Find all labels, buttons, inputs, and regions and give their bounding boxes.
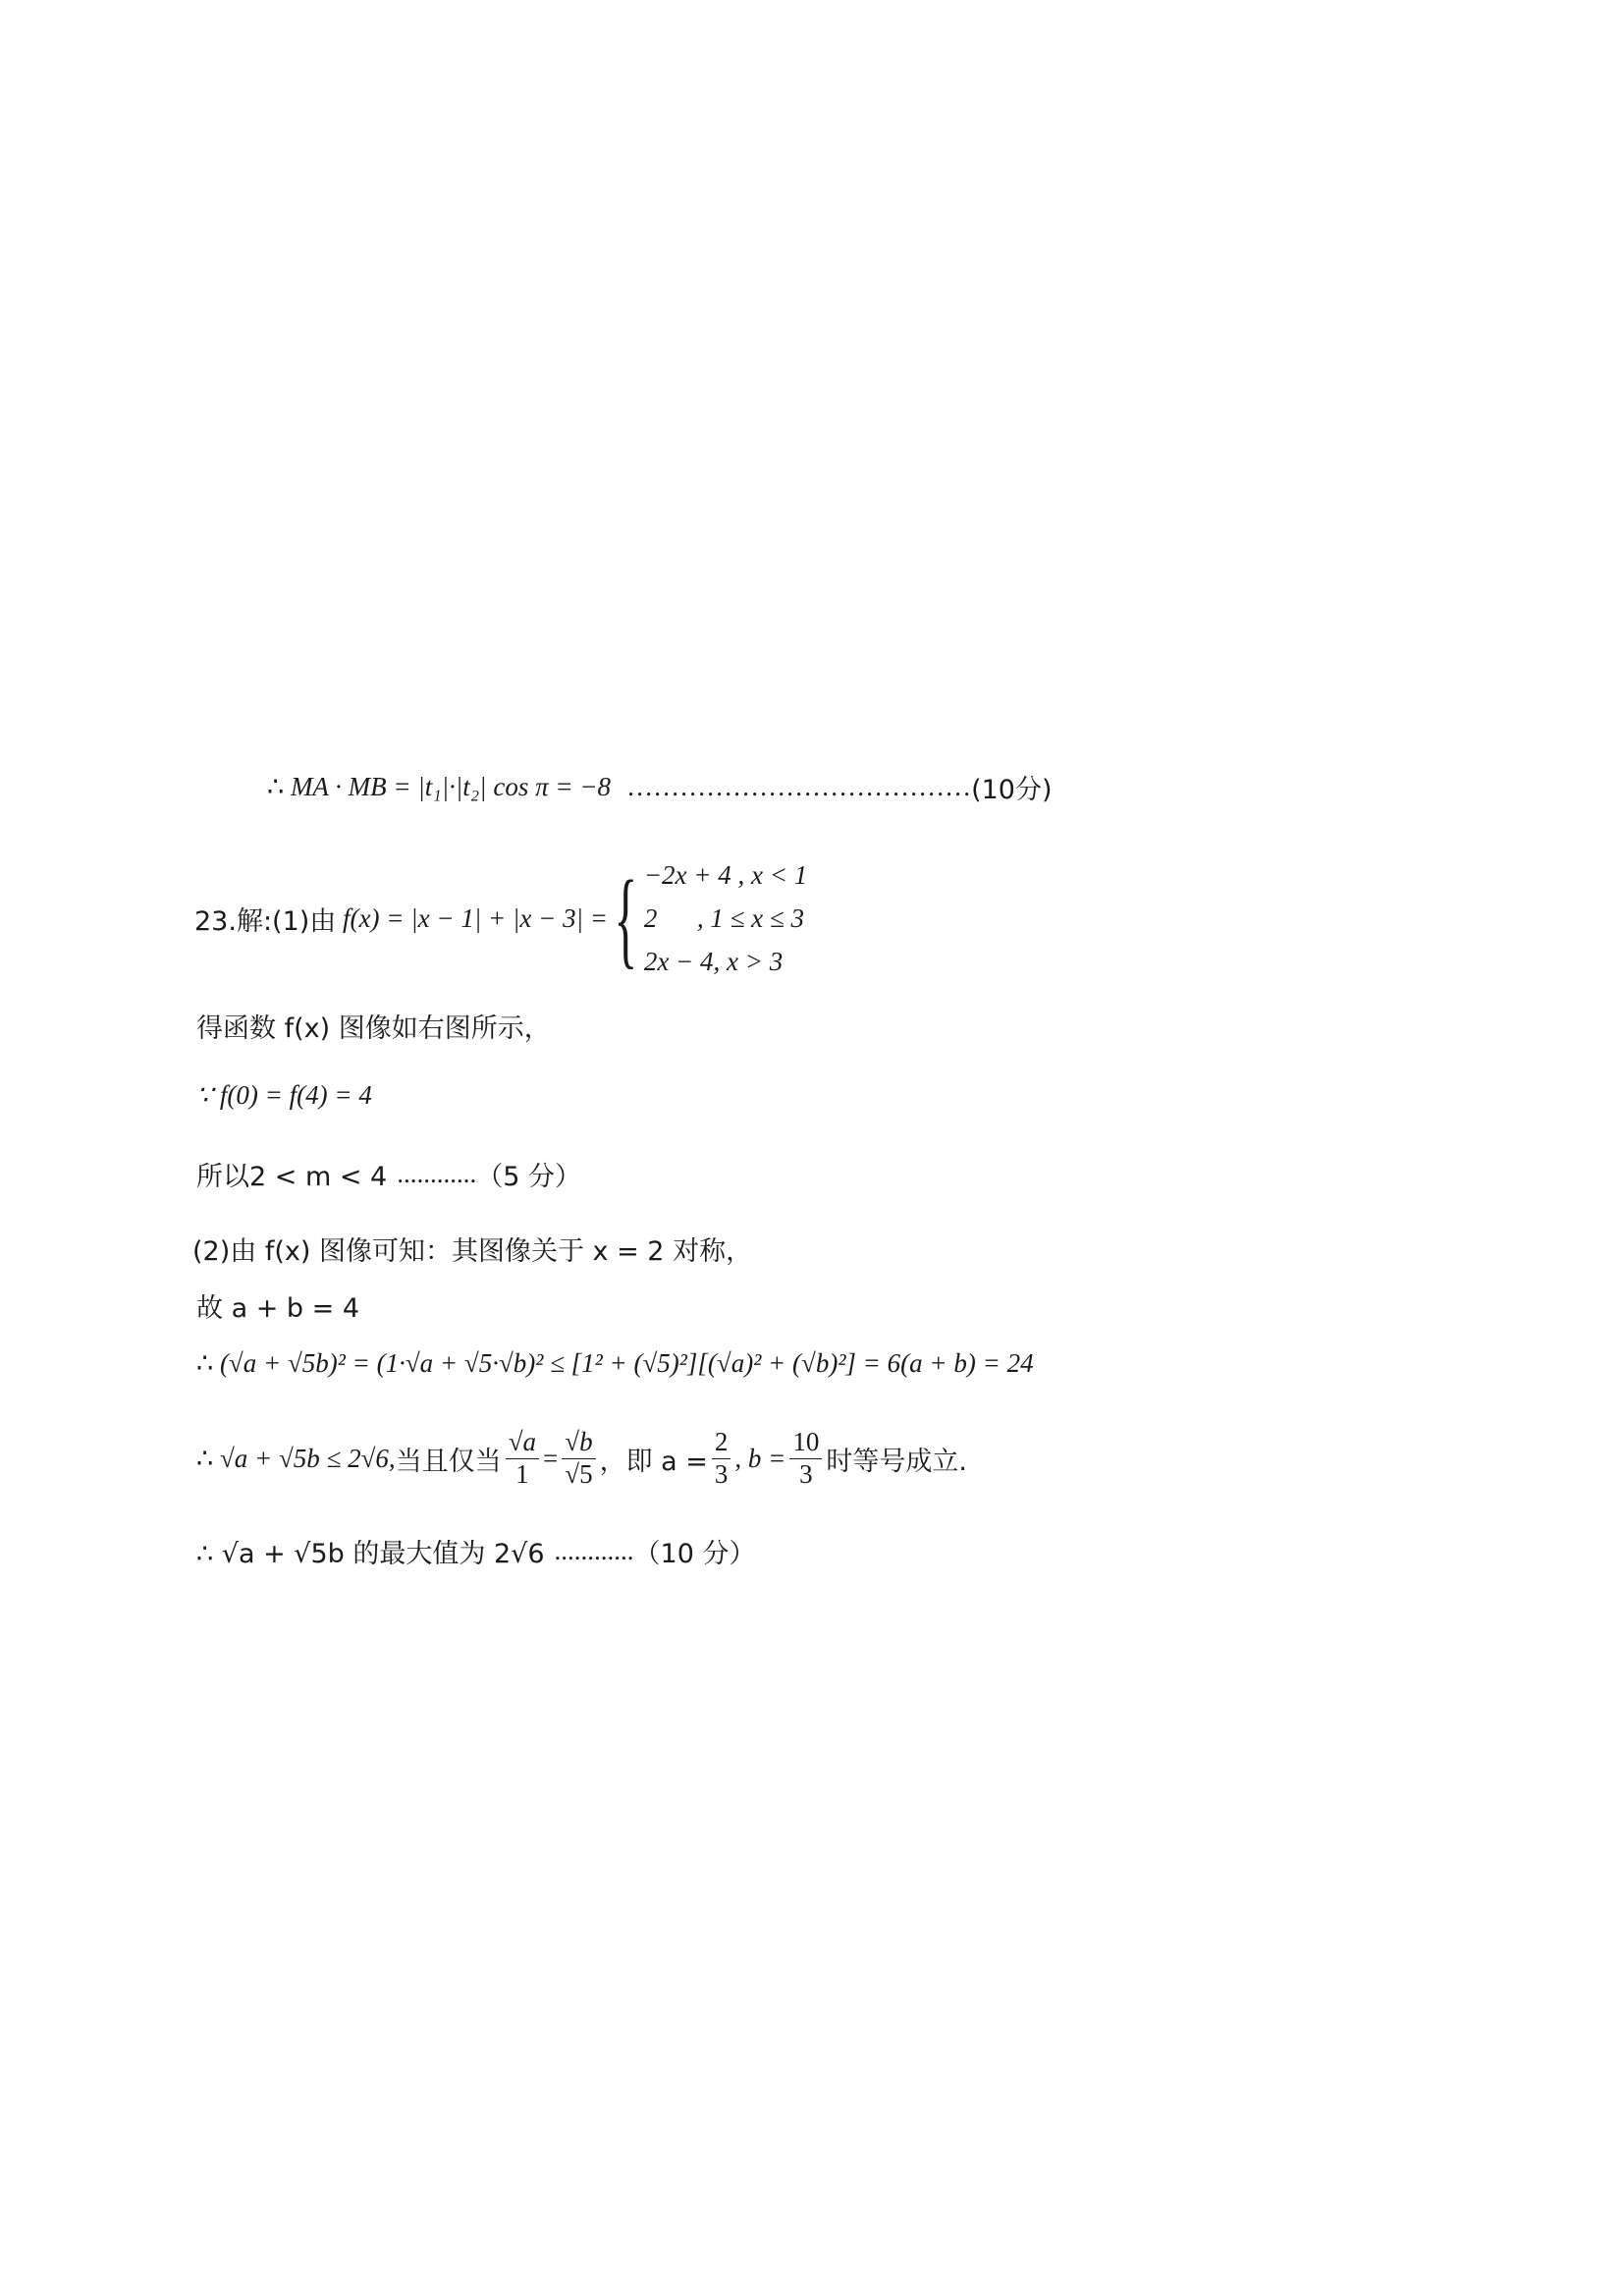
fraction-numerator: √b	[562, 1427, 595, 1458]
cauchy-line	[196, 1334, 1034, 1393]
piecewise-brace: {	[614, 858, 638, 978]
fraction-denominator: 3	[799, 1458, 813, 1489]
score: （10 分）	[633, 1539, 756, 1569]
fraction-numerator: 10	[789, 1427, 822, 1458]
fraction-numerator: 2	[712, 1427, 731, 1458]
fraction-denominator: √5	[565, 1458, 593, 1489]
line-dot-product	[267, 768, 1053, 806]
fraction-2	[562, 1427, 595, 1489]
part2-line: (2)由 f(x) 图像可知：其图像关于 x = 2 对称，	[192, 1236, 753, 1267]
max-text: ∴ √a + √5b 的最大值为 2√6	[196, 1539, 545, 1569]
fraction-3	[712, 1427, 731, 1489]
q23-label: 23.解:(1)由	[194, 905, 337, 937]
ineq-text3: ，即 a =	[599, 1446, 708, 1477]
therefore-symbol: ∴	[196, 1347, 214, 1378]
ineq-text1: √a + √5b ≤ 2√6,	[219, 1443, 396, 1473]
graph-note: 得函数 f(x) 图像如右图所示，	[196, 1013, 551, 1044]
fraction-numerator: √a	[506, 1427, 539, 1458]
fraction-denominator: 3	[714, 1458, 729, 1489]
sum-line: 故 a + b = 4	[196, 1293, 360, 1324]
dots: ............	[397, 1159, 477, 1188]
max-line	[196, 1532, 756, 1570]
range-line	[196, 1155, 581, 1193]
ineq-text5: 时等号成立.	[826, 1446, 967, 1477]
ineq-text2: 当且仅当	[395, 1446, 502, 1477]
score: （5 分）	[476, 1162, 581, 1192]
fraction-4	[789, 1427, 822, 1489]
piecewise-cases	[644, 853, 807, 983]
case-3: 2x − 4, x > 3	[643, 947, 784, 976]
cauchy-left: (√a + √5b)² = (1·√a + √5·√b)² ≤	[219, 1347, 565, 1378]
ineq-line	[196, 1414, 967, 1503]
ineq-text4: , b =	[734, 1443, 786, 1473]
cauchy-right: [1² + (√5)²][(√a)² + (√b)²] = 6(a + b) = 24	[570, 1347, 1034, 1378]
equals-sign: =	[543, 1443, 559, 1473]
case-2: 2 , 1 ≤ x ≤ 3	[643, 903, 804, 933]
therefore-symbol: ∴	[196, 1443, 214, 1473]
case-1: −2x + 4 , x < 1	[643, 860, 808, 890]
q23-definition	[194, 845, 807, 992]
because-line: ∵ f(0) = f(4) = 4	[196, 1080, 372, 1110]
range-text: 所以2 < m < 4	[196, 1162, 388, 1192]
fraction-1	[506, 1427, 539, 1489]
q23-func: f(x) = |x − 1| + |x − 3| =	[343, 902, 609, 933]
fraction-denominator: 1	[515, 1458, 529, 1489]
score: (10分)	[971, 775, 1053, 805]
dots: ............	[554, 1536, 634, 1565]
line-dot-product-text: ∴ MA · MB = |t₁|·|t₂| cos π = −8	[267, 772, 612, 801]
dots: …………………………………	[626, 772, 972, 801]
